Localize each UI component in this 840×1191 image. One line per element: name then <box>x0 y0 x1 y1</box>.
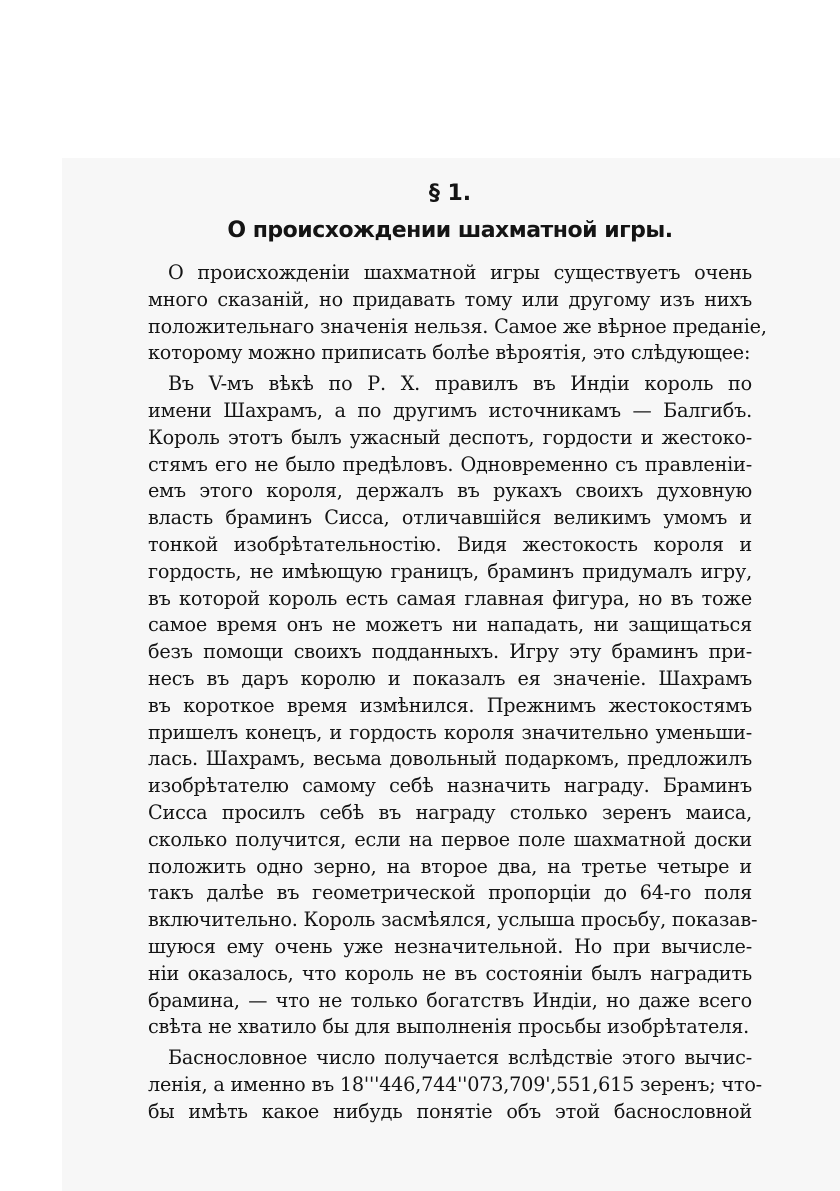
text-line: въ короткое время измѣнился. Прежнимъ жестокостямъ <box>148 693 752 717</box>
text-line: гордость, не имѣющую границъ, браминъ придумалъ игру, <box>148 559 752 583</box>
text-line: положить одно зерно, на второе два, на третье четыре и <box>148 854 752 878</box>
text-line: Баснословное число получается вслѣдствіе этого вычис- <box>168 1046 752 1070</box>
text-line: пришелъ конецъ, и гордость короля значительно уменьши- <box>148 720 752 744</box>
text-line: стямъ его не было предѣловъ. Одновременно съ правленіи- <box>148 452 752 476</box>
text-line: О происхожденіи шахматной игры существуетъ очень <box>168 261 752 284</box>
text-line: которому можно приписать болѣе вѣроятія, это слѣдующее: <box>148 341 751 365</box>
text-line: много сказаній, но придавать тому или другому изъ нихъ <box>148 287 752 311</box>
text-line: безъ помощи своихъ подданныхъ. Игру эту браминъ при- <box>148 640 752 664</box>
text-line: сколько получится, если на первое поле шахматной доски <box>148 827 752 851</box>
text-line: ленія, а именно въ 18'''446,744''073,709',551,615 зеренъ; что- <box>148 1072 762 1096</box>
text-line: Король этотъ былъ ужасный деспотъ, гордости и жестоко- <box>148 425 752 449</box>
text-line: Въ V-мъ вѣкѣ по Р. Х. правилъ въ Индіи король по <box>168 372 752 396</box>
text-line: лась. Шахрамъ, весьма довольный подаркомъ, предложилъ <box>148 747 752 771</box>
text-line: имени Шахрамъ, а по другимъ источникамъ — Балгибъ. <box>148 398 752 422</box>
paragraph-1 <box>148 260 767 367</box>
paragraph-3 <box>148 1045 762 1125</box>
section-title: О происхождении шахматной игры. <box>227 218 673 243</box>
text-line: брамина, — что не только богатствъ Индіи, но даже всего <box>148 988 752 1012</box>
text-line: шуюся ему очень уже незначительной. Но при вычисле- <box>148 934 752 958</box>
text-line: самое время онъ не можетъ ни нападать, ни защищаться <box>148 613 752 637</box>
section-number: § 1. <box>428 181 472 206</box>
text-line: несъ въ даръ королю и показалъ ея значеніе. Шахрамъ <box>148 666 752 690</box>
text-line: включительно. Король засмѣялся, услыша просьбу, показав- <box>148 908 758 932</box>
text-line: тонкой изобрѣтательностію. Видя жестокость короля и <box>148 532 752 556</box>
text-line: Сисса просилъ себѣ въ награду столько зеренъ маиса, <box>148 800 752 824</box>
text-line: свѣта не хватило бы для выполненія просьбы изобрѣтателя. <box>148 1015 749 1039</box>
paragraph-2 <box>148 371 758 1041</box>
text-line: ніи оказалось, что король не въ состояніи былъ наградить <box>148 961 752 985</box>
text-line: положительнаго значенія нельзя. Самое же вѣрное преданіе, <box>148 314 767 338</box>
text-line: такъ далѣе въ геометрической пропорціи до 64-го поля <box>148 881 752 905</box>
text-line: власть браминъ Сисса, отличавшійся великимъ умомъ и <box>148 506 752 530</box>
text-line: изобрѣтателю самому себѣ назначить награду. Браминъ <box>148 774 752 798</box>
text-line: емъ этого короля, держалъ въ рукахъ своихъ духовную <box>148 479 752 503</box>
page-text <box>148 170 767 1126</box>
text-line: бы имѣть какое нибудь понятіе объ этой баснословной <box>148 1099 752 1123</box>
text-line: въ которой король есть самая главная фигура, но въ тоже <box>148 586 752 610</box>
